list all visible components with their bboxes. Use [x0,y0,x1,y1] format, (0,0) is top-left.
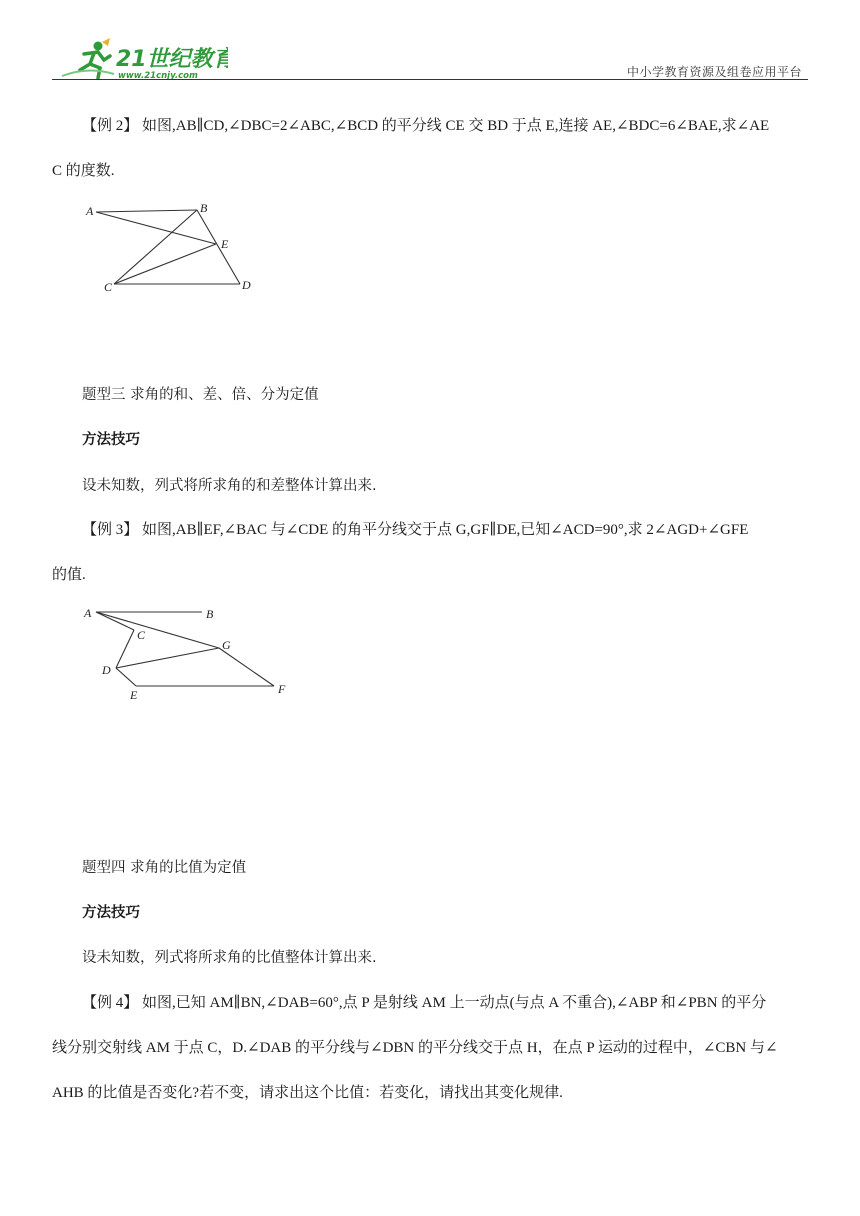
section4-method-heading: 方法技巧 [82,905,140,921]
label-f: F [278,682,286,696]
section3-method-text: 设未知数，列式将所求角的和差整体计算出来. [82,478,377,494]
label-a: A [84,606,92,620]
logo-url: www.21cnjy.com [118,71,198,81]
segment-ae [96,212,216,244]
label-c: C [137,628,146,642]
label-e: E [221,237,229,251]
example3-line2: 的值. [52,567,86,583]
segment-cb [114,210,197,284]
section4-method-text: 设未知数，列式将所求角的比值整体计算出来. [82,950,377,966]
label-b: B [200,201,208,215]
label-a: A [86,204,94,218]
logo-graphic [58,36,228,82]
label-e: E [130,688,138,702]
example3-line1: 【例 3】 如图,AB∥EF,∠BAC 与∠CDE 的角平分线交于点 G,GF∥DE,已知∠ACD=90°,求 2∠AGD+∠GFE [82,522,749,538]
section3-title: 题型三 求角的和、差、倍、分为定值 [82,387,319,403]
label-d: D [102,663,111,677]
logo-text: 21世纪教育 [116,47,228,72]
example3-figure [80,602,300,706]
example2-line2: C 的度数. [52,163,115,179]
label-b: B [206,607,214,621]
example2-figure [80,198,270,298]
segment-ce [114,244,216,284]
label-g: G [222,638,231,652]
segment-ab [96,210,197,212]
segment-de [116,668,136,686]
example4-line2: 线分别交射线 AM 于点 C，D.∠DAB 的平分线与∠DBN 的平分线交于点 H，在点 P 运动的过程中，∠CBN 与∠ [52,1040,778,1056]
header-divider [52,79,808,80]
header-platform-text: 中小学教育资源及组卷应用平台 [626,65,802,79]
segment-gf [219,648,274,686]
section3-method-heading: 方法技巧 [82,432,140,448]
label-c: C [104,280,113,294]
example4-line3: AHB 的比值是否变化?若不变，请求出这个比值：若变化，请找出其变化规律. [52,1085,563,1101]
section4-title: 题型四 求角的比值为定值 [82,860,247,876]
segment-dg [116,648,219,668]
segment-cd [116,630,134,668]
example2-line1: 【例 2】 如图,AB∥CD,∠DBC=2∠ABC,∠BCD 的平分线 CE 交 BD 于点 E,连接 AE,∠BDC=6∠BAE,求∠AE [82,118,770,134]
site-logo [58,36,228,82]
segment-bd [197,210,240,284]
example4-line1: 【例 4】 如图,已知 AM∥BN,∠DAB=60°,点 P 是射线 AM 上一动点(与点 A 不重合),∠ABP 和∠PBN 的平分 [82,995,767,1011]
label-d: D [242,278,251,292]
segment-ag [96,612,219,648]
